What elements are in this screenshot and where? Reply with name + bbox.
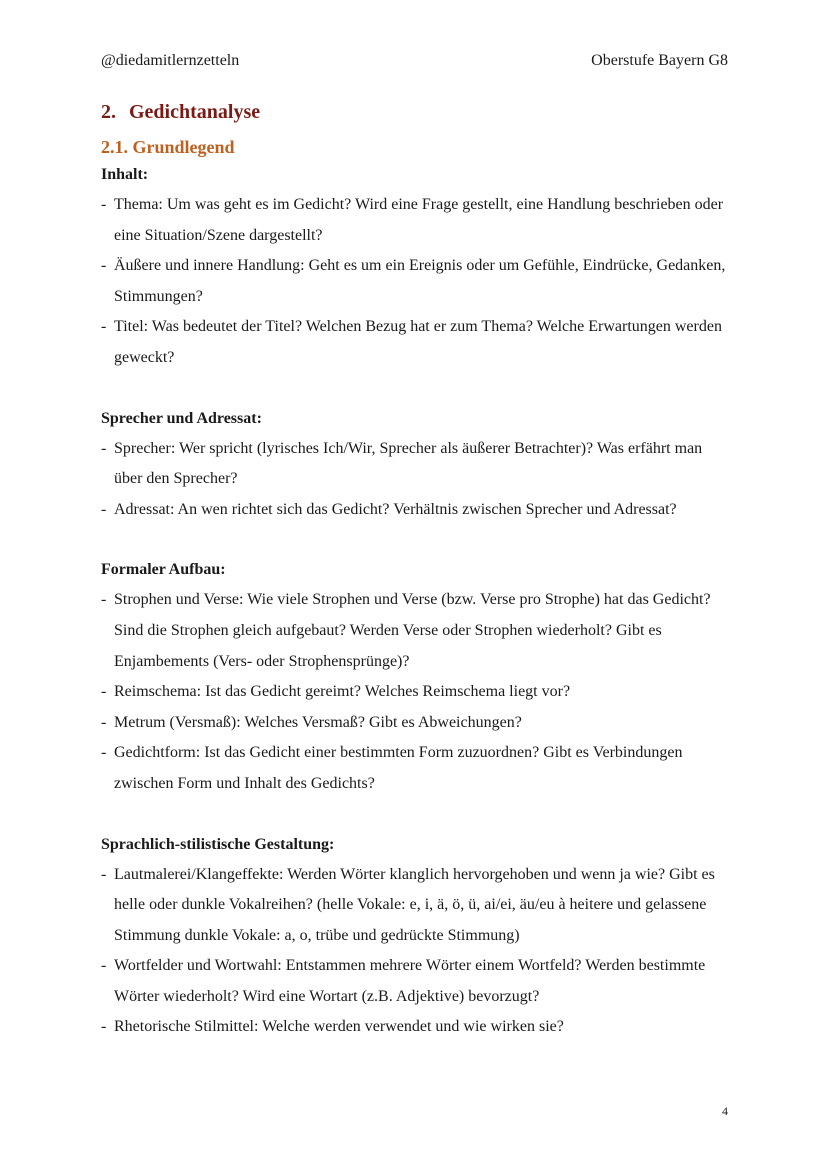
header-author: @diedamitlernzetteln (101, 52, 240, 69)
chapter-number: 2. (101, 101, 116, 123)
chapter-heading (101, 98, 731, 126)
list-item: - Sprecher: Wer spricht (lyrisches Ich/Wir, Sprecher als äußerer Betrachter)? Was erfährt man über den Sprecher? (101, 434, 731, 495)
list-item: - Thema: Um was geht es im Gedicht? Wird eine Frage gestellt, eine Handlung beschrieben oder eine Situation/Szene dargestellt? (101, 190, 731, 251)
list-item: - Metrum (Versmaß): Welches Versmaß? Gibt es Abweichungen? (101, 708, 731, 739)
list-item: - Strophen und Verse: Wie viele Strophen und Verse (bzw. Verse pro Strophe) hat das Gedicht? Sind die Strophen gleich aufgebaut? Werden Verse oder Strophen wiederholt? Gibt es Enjambements (Vers- oder Strophensprünge)? (101, 585, 731, 677)
bullet-list (101, 190, 731, 374)
list-item: - Adressat: An wen richtet sich das Gedicht? Verhältnis zwischen Sprecher und Adressat? (101, 495, 731, 526)
section-title: Sprachlich-stilistische Gestaltung: (101, 835, 335, 853)
list-item: - Äußere und innere Handlung: Geht es um ein Ereignis oder um Gefühle, Eindrücke, Gedanken, Stimmungen? (101, 251, 731, 312)
list-item: - Rhetorische Stilmittel: Welche werden verwendet und wie wirken sie? (101, 1012, 731, 1043)
section-title: Formaler Aufbau: (101, 561, 226, 579)
section-formaler-aufbau (101, 555, 731, 799)
list-item: - Reimschema: Ist das Gedicht gereimt? Welches Reimschema liegt vor? (101, 677, 731, 708)
section-sprachlich-stilistisch (101, 830, 731, 1044)
page-number: 4 (722, 1104, 728, 1118)
header-course: Oberstufe Bayern G8 (591, 52, 728, 69)
section-title: Inhalt: (101, 166, 149, 183)
list-item: - Wortfelder und Wortwahl: Entstammen mehrere Wörter einem Wortfeld? Werden bestimmte Wörter wiederholt? Wird eine Wortart (z.B. Adjektive) bevorzugt? (101, 951, 731, 1012)
section-title: Sprecher und Adressat: (101, 409, 262, 427)
bullet-list (101, 434, 731, 526)
list-item: - Titel: Was bedeutet der Titel? Welchen Bezug hat er zum Thema? Welche Erwartungen werden geweckt? (101, 312, 731, 373)
page-content (101, 98, 731, 1043)
bullet-list (101, 585, 731, 799)
list-item: - Lautmalerei/Klangeffekte: Werden Wörter klanglich hervorgehoben und wenn ja wie? Gibt es helle oder dunkle Vokalreihen? (helle Vokale: e, i, ä, ö, ü, ai/ei, äu/eu à heitere und gelassene Stimmung dunkle Vokale: a, o, trübe und gedrückte Stimmung) (101, 860, 731, 952)
bullet-list (101, 860, 731, 1044)
section-sprecher-adressat (101, 404, 731, 526)
section-subheading: 2.1. Grundlegend (101, 137, 235, 157)
chapter-title: Gedichtanalyse (129, 101, 261, 123)
list-item: - Gedichtform: Ist das Gedicht einer bestimmten Form zuzuordnen? Gibt es Verbindungen zwischen Form und Inhalt des Gedichts? (101, 738, 731, 799)
section-inhalt (101, 160, 731, 374)
